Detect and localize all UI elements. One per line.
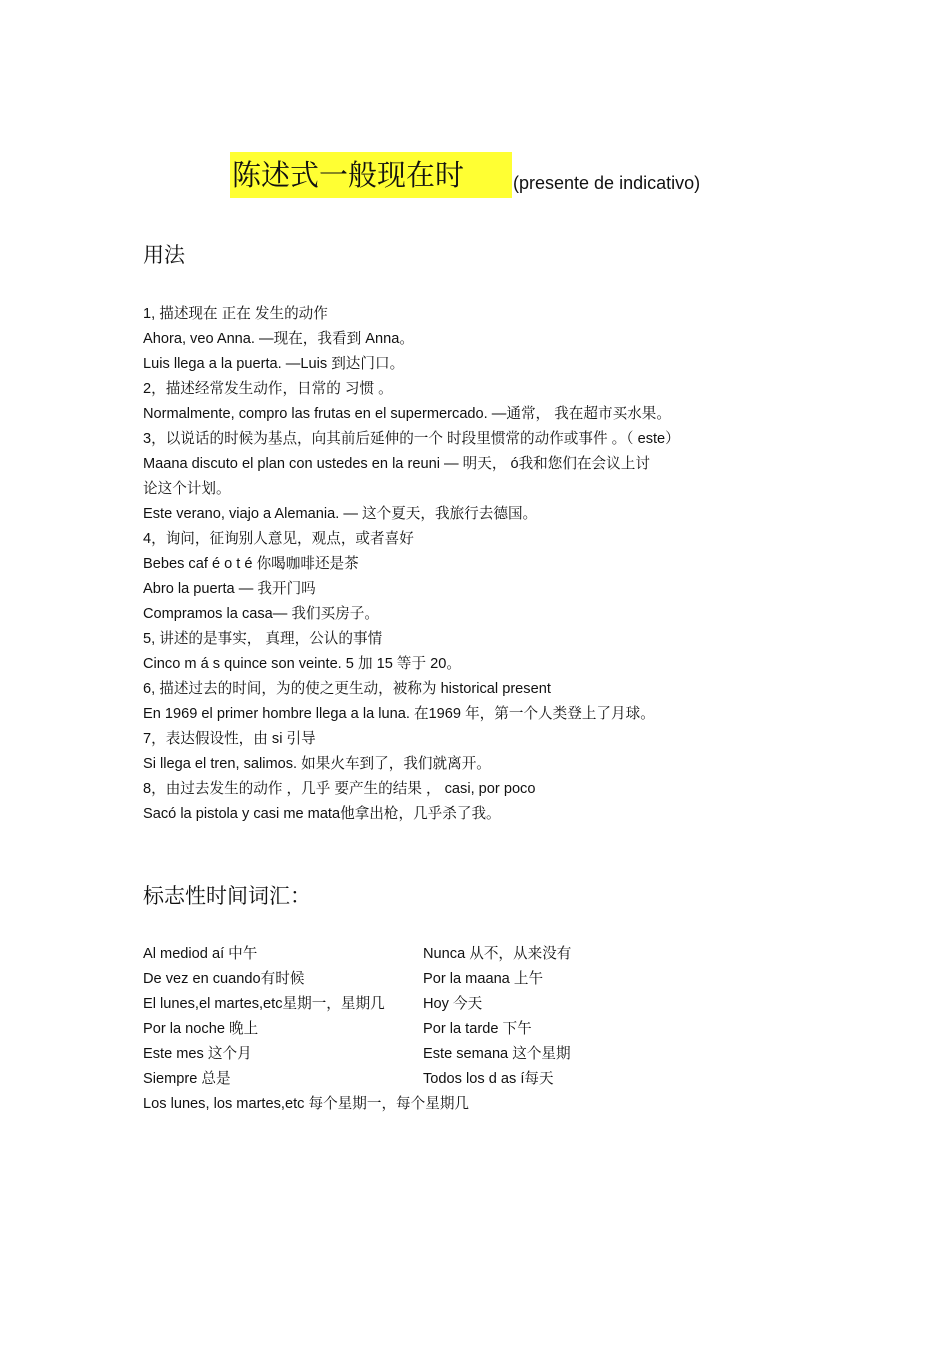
usage-line: Ahora, veo Anna. —现在，我看到 Anna。 <box>143 331 414 347</box>
vocab-term-left: De vez en cuando有时候 <box>143 971 305 987</box>
vocab-term-right: Hoy 今天 <box>423 996 483 1012</box>
title-highlighted: 陈述式一般现在时 <box>230 152 512 198</box>
usage-line: 4，询问，征询别人意见，观点，或者喜好 <box>143 531 414 547</box>
usage-line: Normalmente, compro las frutas en el supermercado. —通常， 我在超市买水果。 <box>143 406 671 422</box>
heading-usage: 用法 <box>143 243 185 267</box>
usage-line: 2，描述经常发生动作，日常的 习惯 。 <box>143 381 393 397</box>
title-subtitle: (presente de indicativo) <box>513 173 701 193</box>
vocab-term-right: Este semana 这个星期 <box>423 1046 571 1062</box>
usage-line: Abro la puerta — 我开门吗 <box>143 581 316 597</box>
usage-line: 6, 描述过去的时间，为的使之更生动，被称为 historical present <box>143 681 551 697</box>
vocab-term-left: Este mes 这个月 <box>143 1046 252 1062</box>
usage-list <box>143 302 680 827</box>
usage-line: Cinco m á s quince son veinte. 5 加 15 等于 20。 <box>143 656 461 672</box>
heading-time-vocabulary: 标志性时间词汇： <box>143 884 311 908</box>
vocab-term-left: Los lunes, los martes,etc 每个星期一，每个星期几 <box>143 1096 470 1112</box>
vocab-term-right: Por la tarde 下午 <box>423 1021 532 1037</box>
usage-line: Maana discuto el plan con ustedes en la reuni — 明天， ó我和您们在会议上讨 <box>143 456 650 472</box>
vocab-term-left: Siempre 总是 <box>143 1071 231 1087</box>
usage-line: Sacó la pistola y casi me mata他拿出枪，几乎杀了我。 <box>143 806 501 822</box>
usage-line: 5, 讲述的是事实， 真理，公认的事情 <box>143 631 383 647</box>
usage-line: Este verano, viajo a Alemania. — 这个夏天，我旅行去德国。 <box>143 506 538 522</box>
usage-line: En 1969 el primer hombre llega a la luna. 在1969 年，第一个人类登上了月球。 <box>143 706 655 722</box>
usage-line: 3，以说话的时候为基点，向其前后延伸的一个 时段里惯常的动作或事件 。（ este） <box>143 431 680 447</box>
usage-line: 1, 描述现在 正在 发生的动作 <box>143 306 328 322</box>
usage-line: 论这个计划。 <box>143 481 231 497</box>
usage-line: Luis llega a la puerta. —Luis 到达门口。 <box>143 356 405 372</box>
usage-line: 8，由过去发生的动作 ，几乎 要产生的结果 ， casi, por poco <box>143 781 536 797</box>
usage-line: Compramos la casa— 我们买房子。 <box>143 606 379 622</box>
vocab-term-left: El lunes,el martes,etc星期一，星期几 <box>143 996 385 1012</box>
document-title <box>230 152 850 198</box>
vocab-term-right: Por la maana 上午 <box>423 971 544 987</box>
usage-line: 7，表达假设性，由 si 引导 <box>143 731 316 747</box>
usage-line: Si llega el tren, salimos. 如果火车到了，我们就离开。 <box>143 756 491 772</box>
vocab-term-left: Al mediod aí 中午 <box>143 946 258 962</box>
vocab-term-right: Todos los d as í每天 <box>423 1071 554 1087</box>
vocab-term-left: Por la noche 晚上 <box>143 1021 259 1037</box>
usage-line: Bebes caf é o t é 你喝咖啡还是茶 <box>143 556 359 572</box>
vocab-term-right: Nunca 从不，从来没有 <box>423 946 572 962</box>
